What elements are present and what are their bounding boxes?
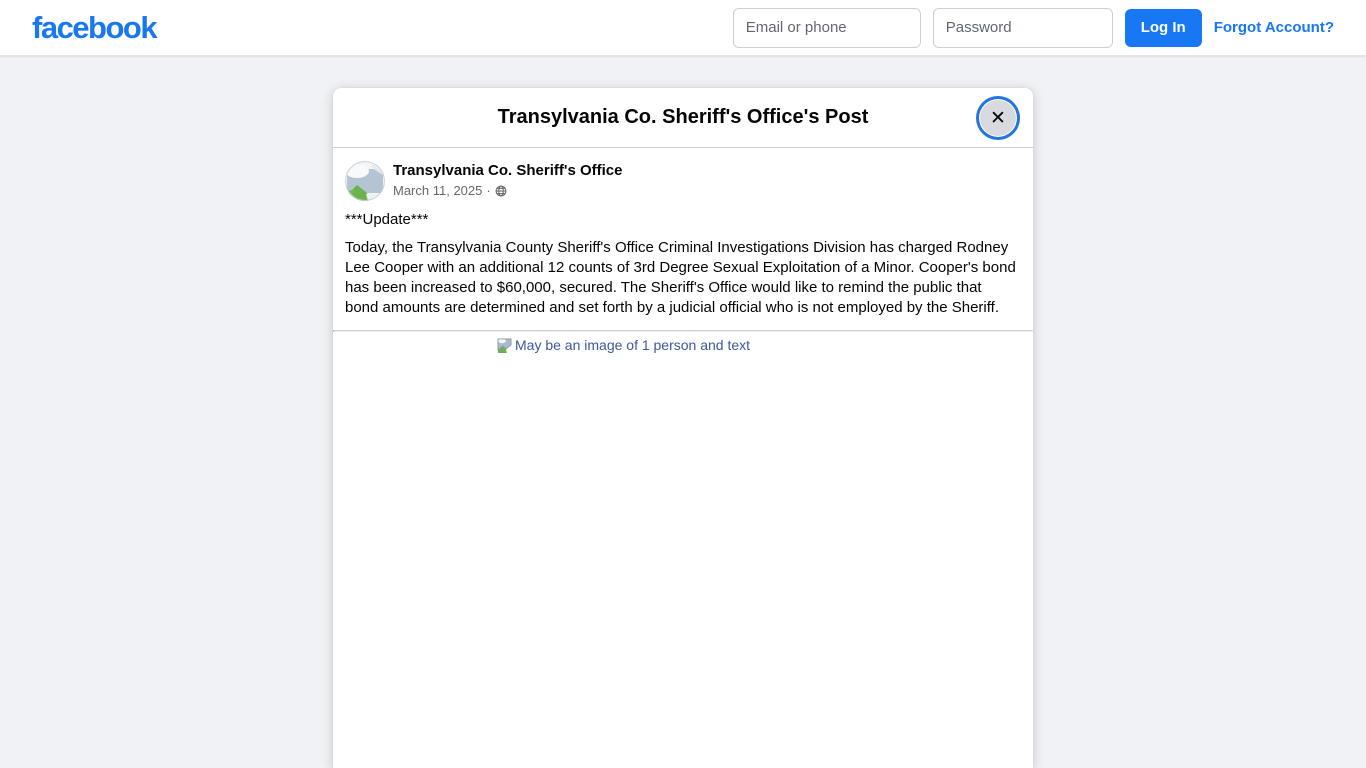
post-image[interactable] (497, 336, 1033, 355)
post-text-body: Today, the Transylvania County Sheriff's Office Criminal Investigations Division has charged Rodney Lee Cooper with an additional 12 counts of 3rd Degree Sexual Exploitation of a Minor. Cooper's bond has been increased to $60,000, secured. The Sheriff's Office would like to remind the public that bond amounts are determined and set forth by a judicial official who is not employed by the Sheriff. (345, 239, 1016, 316)
facebook-logo[interactable]: facebook (32, 10, 157, 45)
author-name-link[interactable]: Transylvania Co. Sheriff's Office (393, 162, 623, 179)
image-alt-text: May be an image of 1 person and text (515, 337, 751, 353)
post-modal-title: Transylvania Co. Sheriff's Office's Post (497, 106, 869, 128)
avatar[interactable] (345, 161, 385, 201)
close-icon[interactable]: ✕ (980, 100, 1016, 136)
post-image-area (333, 332, 1033, 355)
post-meta (393, 182, 622, 199)
email-input[interactable] (733, 8, 921, 48)
forgot-account-link[interactable]: Forgot Account? (1213, 19, 1334, 36)
post-text (333, 201, 1033, 330)
password-input[interactable] (933, 8, 1113, 48)
globe-icon (495, 185, 507, 197)
post-modal (333, 88, 1033, 768)
login-button[interactable]: Log In (1125, 9, 1202, 47)
login-form (733, 8, 1334, 48)
broken-image-icon (497, 337, 514, 354)
broken-image-placeholder-icon (345, 161, 385, 201)
top-navigation-bar (0, 0, 1366, 56)
post-header (333, 148, 1033, 201)
meta-separator: · (486, 183, 491, 198)
post-modal-header (333, 88, 1033, 148)
post-date: March 11, 2025 (393, 183, 483, 198)
author-block (393, 161, 622, 199)
post-text-update-line: ***Update*** (345, 211, 429, 228)
